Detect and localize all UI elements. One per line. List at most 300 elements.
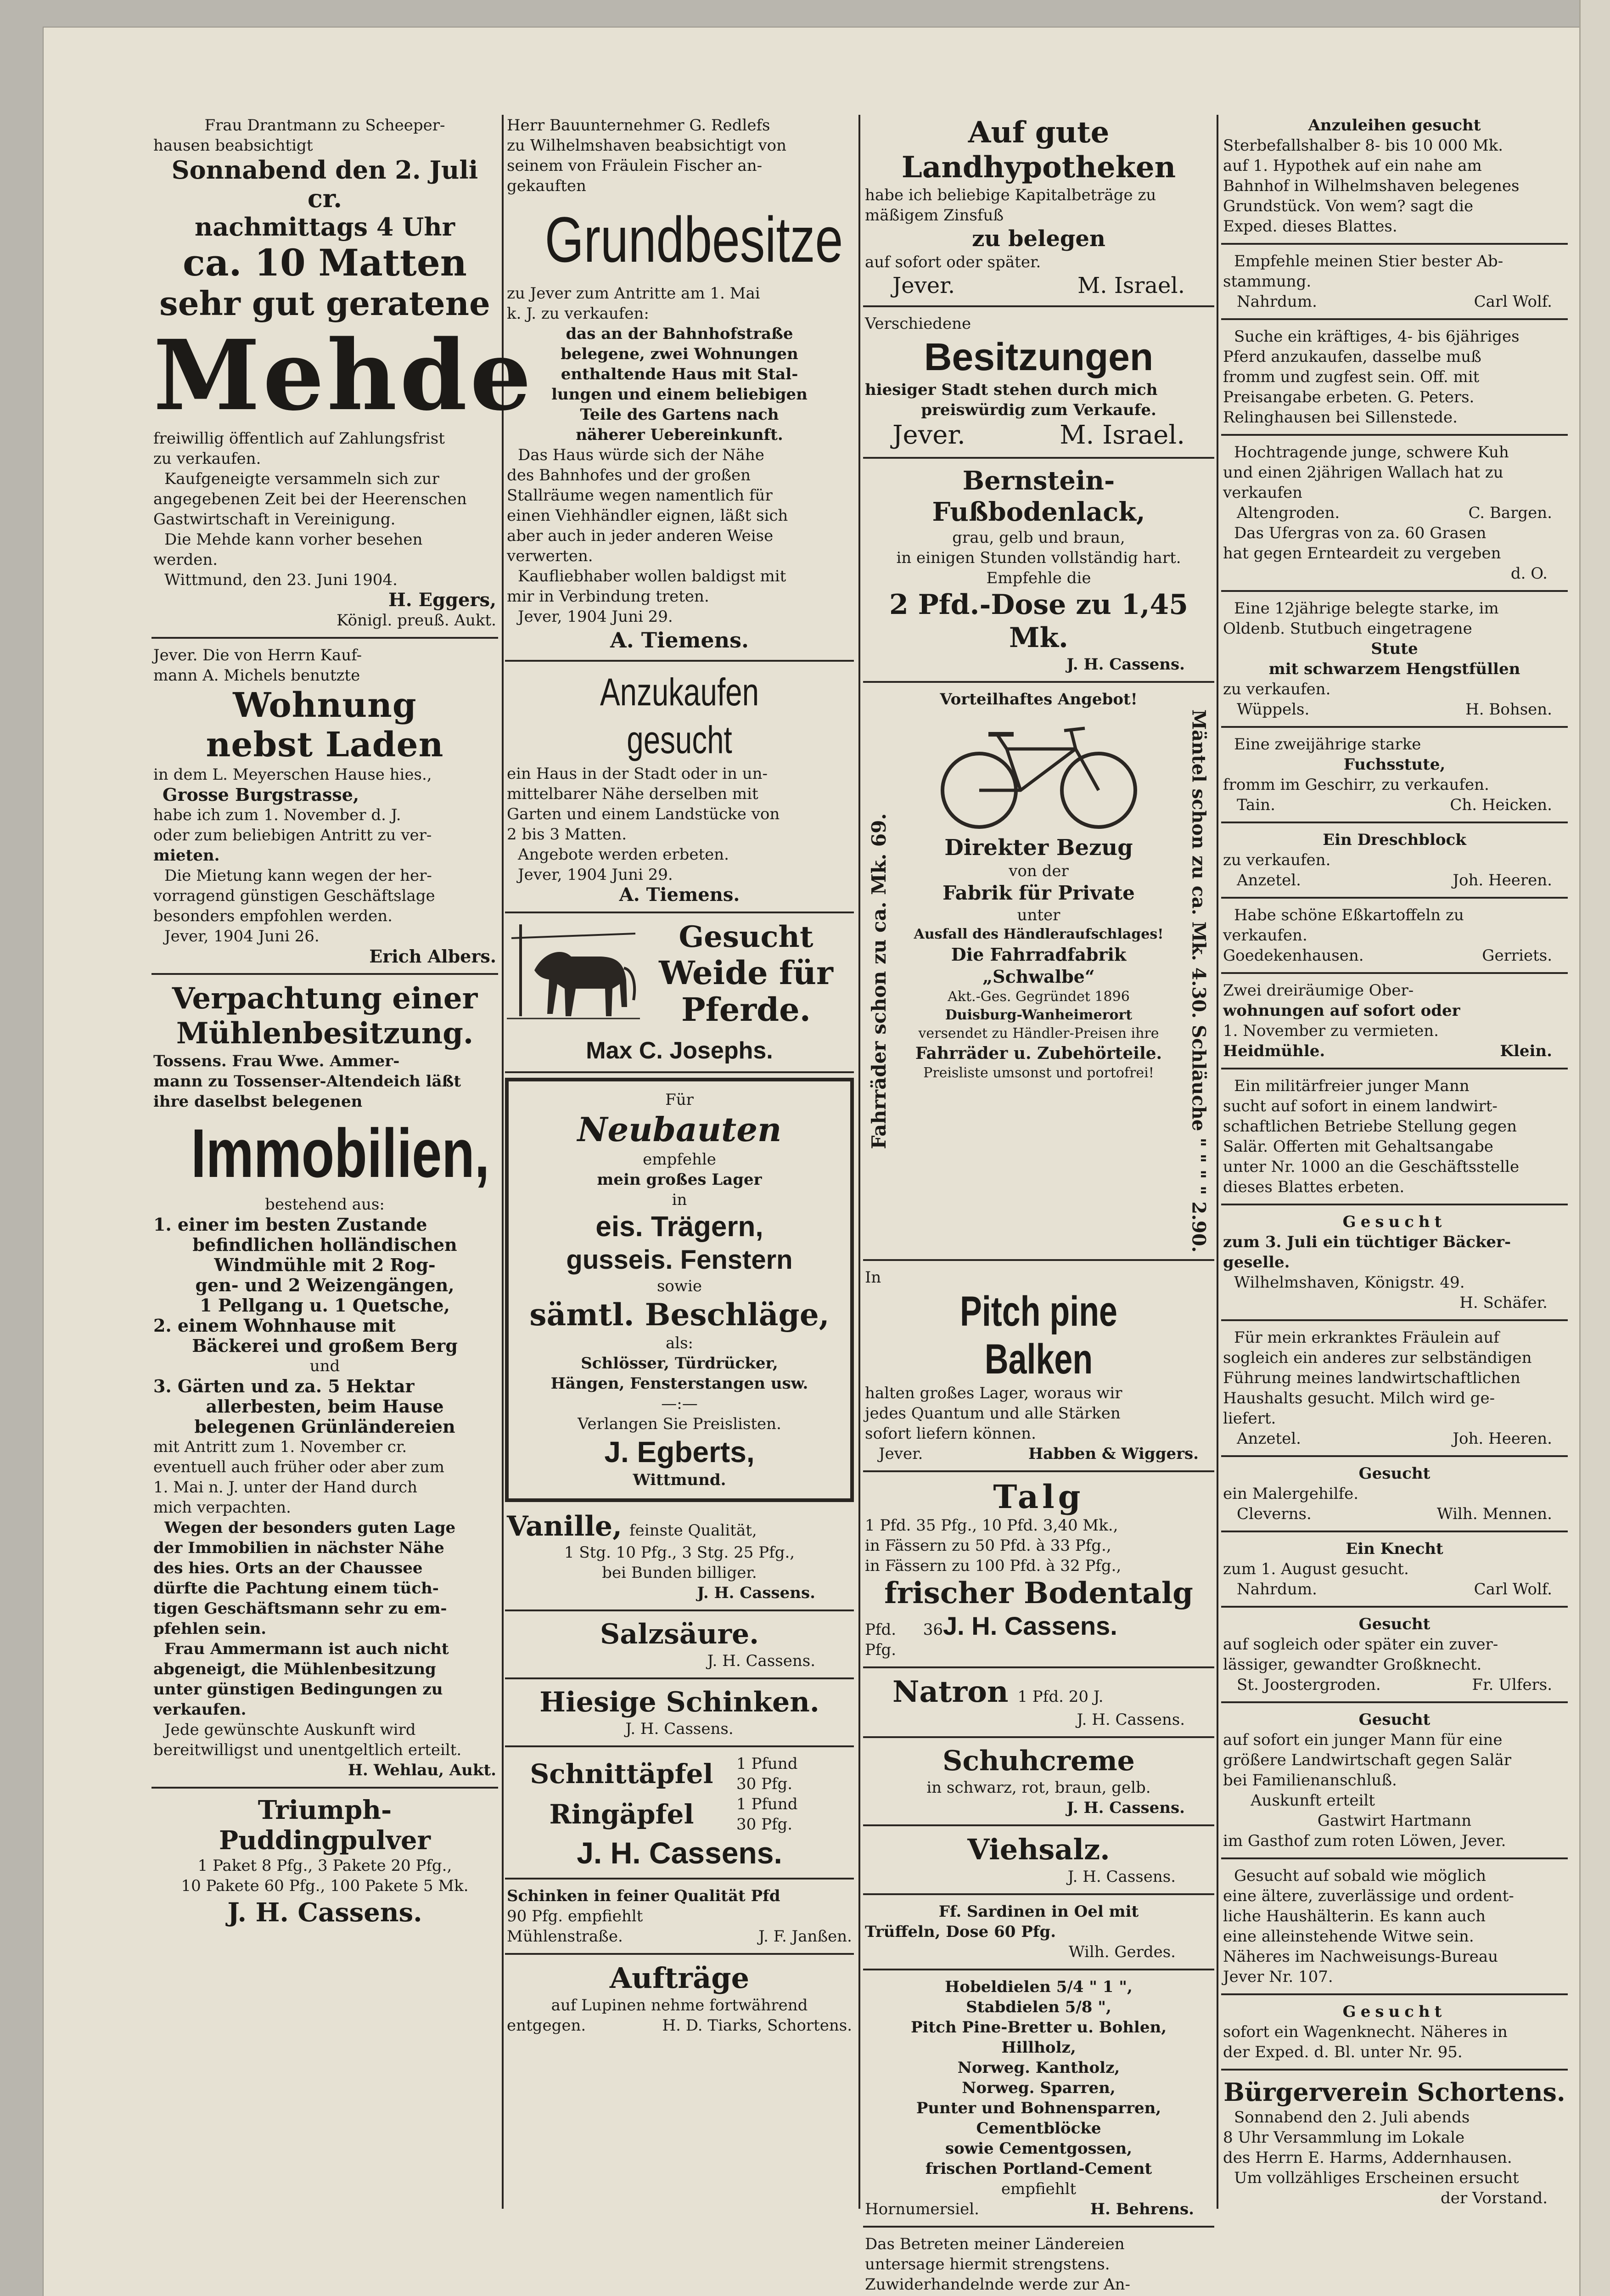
text-line: 8 Uhr Versammlung im Lokale — [1223, 2128, 1465, 2147]
text-line: Herr Bauunternehmer G. Redlefs — [507, 116, 770, 135]
headline: Mehde — [153, 319, 534, 432]
signer: A. Tiemens. — [619, 884, 740, 906]
place: Hornumersiel. — [865, 2200, 979, 2218]
ad-aepfel — [505, 1751, 854, 1880]
place: Tain. — [1237, 796, 1275, 814]
text-line: 1. Mai n. J. unter der Hand durch — [153, 1478, 417, 1497]
text-line: Preisangabe erbeten. G. Peters. — [1223, 388, 1475, 406]
list-item: Windmühle mit 2 Rog- — [214, 1255, 436, 1275]
text-line: d. O. — [1510, 564, 1548, 583]
text-line: bereitwilligst und unentgeltlich erteilt. — [153, 1741, 462, 1759]
headline: zu belegen — [972, 226, 1105, 252]
ad-knecht — [1221, 1536, 1568, 1608]
list-item: und — [309, 1357, 340, 1375]
signer: M. Israel. — [1077, 273, 1185, 298]
text-line: ein Malergehilfe. — [1223, 1485, 1359, 1503]
place: Wüppels. — [1237, 700, 1310, 719]
headline: Ein Knecht — [1346, 1540, 1443, 1558]
text-line: aber auch in jeder anderen Weise — [507, 527, 774, 545]
place: Heidmühle. — [1223, 1042, 1325, 1060]
ad-auftraege — [505, 1958, 854, 2042]
firm-name: J. Egberts, — [604, 1435, 755, 1469]
text-line: Preisliste umsonst und portofrei! — [923, 1065, 1154, 1081]
text-line: Frau Ammermann ist auch nicht — [164, 1640, 449, 1658]
ad-pitch-pine — [863, 1265, 1214, 1472]
text-line: Cementblöcke — [976, 2119, 1101, 2138]
place: Wilhelmshaven, Königstr. 49. — [1234, 1273, 1465, 1292]
text-line: mieten. — [153, 846, 220, 865]
text-line: frischen Portland-Cement — [925, 2159, 1152, 2178]
vertical-price: Fahrräder schon zu ca. Mk. 69. — [867, 813, 890, 1149]
text-line: unter günstigen Bedingungen zu — [153, 1680, 443, 1699]
list-item: 1. einer im besten Zustande — [153, 1214, 427, 1235]
text-line: des Herrn E. Harms, Addernhausen. — [1223, 2149, 1512, 2167]
text-line: In — [865, 1268, 881, 1287]
text-line: 1 Paket 8 Pfg., 3 Pakete 20 Pfg., — [197, 1857, 452, 1875]
text-line: des Bahnhofes und der großen — [507, 466, 751, 484]
ad-betreten — [863, 2231, 1214, 2296]
signer: H. D. Tiarks, Schortens. — [662, 2016, 852, 2035]
text-line: eine ältere, zuverlässige und ordent- — [1223, 1887, 1514, 1905]
ad-schinken — [505, 1683, 854, 1747]
text-line: Die Mehde kann vorher besehen — [164, 530, 423, 549]
list-item: 3. Gärten und za. 5 Hektar — [153, 1376, 415, 1396]
text-line: das an der Bahnhofstraße — [566, 325, 793, 343]
ad-stier — [1221, 248, 1568, 320]
text-line: sogleich ein anderes zur selbständigen — [1223, 1349, 1532, 1367]
divider: —:— — [661, 1395, 698, 1413]
text-line: dürfte die Pachtung einem tüch- — [153, 1579, 439, 1598]
headline: Salzsäure. — [600, 1618, 759, 1650]
headline: Ringäpfel — [549, 1799, 694, 1830]
text-line: verkaufen. — [153, 1700, 247, 1719]
text-line: 10 Pakete 60 Pfg., 100 Pakete 5 Mk. — [181, 1877, 469, 1895]
text-line: Garten und einem Landstücke von — [507, 805, 780, 823]
text-line: sucht auf sofort in einem landwirt- — [1223, 1097, 1498, 1115]
text-line: verwerten. — [507, 547, 593, 565]
text-line: Zwei dreiräumige Ober- — [1223, 981, 1414, 1000]
text-line: bestehend aus: — [265, 1195, 385, 1214]
text-line: Für mein erkranktes Fräulein auf — [1234, 1328, 1499, 1347]
text-line: verkaufen — [1223, 484, 1302, 502]
text-line: ein Haus in der Stadt oder in un- — [507, 765, 768, 783]
text-line: Wegen der besonders guten Lage — [164, 1519, 456, 1537]
text-line: Vorteilhaftes Angebot! — [940, 690, 1138, 709]
text-line: mein großes Lager — [597, 1171, 762, 1189]
place-date: Jever, 1904 Juni 26. — [164, 927, 320, 945]
text-line: Gastwirtschaft in Vereinigung. — [153, 510, 396, 529]
headline: Gesucht — [1342, 2003, 1447, 2021]
signer: H. Bohsen. — [1465, 700, 1552, 719]
headline: Ein Dreschblock — [1323, 831, 1466, 849]
place-date: Jever, 1904 Juni 29. — [518, 608, 673, 626]
text-line: Teile des Gartens nach — [580, 405, 779, 424]
ad-neubauten-egberts — [505, 1078, 854, 1502]
ad-fahrraeder-schwalbe — [863, 687, 1214, 1261]
headline: Grundbesitze — [544, 203, 843, 276]
text-line: vorragend günstigen Geschäftslage — [153, 887, 435, 905]
place: Jever. — [892, 420, 965, 450]
text-line: Für — [665, 1091, 694, 1109]
signer: J. H. Cassens. — [577, 1836, 782, 1870]
ad-grossknecht — [1221, 1611, 1568, 1703]
text-line: näherer Uebereinkunft. — [576, 426, 783, 444]
signer: Wilh. Gerdes. — [1068, 1942, 1176, 1961]
headline: Stute — [1371, 640, 1418, 658]
ad-fuchsstute — [1221, 732, 1568, 823]
price: Pfd. 36 Pfg. — [865, 1620, 943, 1659]
firm-name: Die Fahrradfabrik „Schwalbe“ — [951, 944, 1127, 987]
ad-puddingpulver — [151, 1792, 498, 1936]
signer: H. Wehlau, Aukt. — [348, 1761, 496, 1779]
headline: Hiesige Schinken. — [539, 1686, 819, 1718]
column-4 — [1221, 113, 1568, 2218]
text-line: Pitch Pine-Bretter u. Bohlen, — [910, 2018, 1167, 2037]
text-line: Oldenb. Stutbuch eingetragene — [1223, 619, 1472, 638]
ad-talg — [863, 1476, 1214, 1668]
headline: Mühlenbesitzung. — [176, 1016, 474, 1051]
place-date: Wittmund, den 23. Juni 1904. — [164, 571, 398, 589]
text-line: des hies. Orts an der Chaussee — [153, 1559, 423, 1577]
headline: Weide für — [659, 954, 833, 992]
text-line: Grundstück. Von wem? sagt die — [1223, 197, 1474, 215]
text-line: lungen und einem beliebigen — [551, 385, 808, 404]
text-line: entgegen. — [507, 2016, 586, 2035]
column-1 — [151, 113, 534, 1939]
ad-sardinen — [863, 1899, 1214, 1970]
headline: Immobilien, — [191, 1114, 490, 1192]
text-line: Haushalts gesucht. Milch wird ge- — [1223, 1389, 1495, 1407]
text-line: mir in Verbindung treten. — [507, 587, 709, 606]
text-line: Frau Drantmann zu Scheeper- — [204, 116, 445, 135]
ad-mehde-auction — [151, 113, 534, 639]
signer: H. Eggers, — [388, 589, 496, 611]
ad-natron — [863, 1672, 1214, 1738]
page-edge — [1579, 0, 1610, 2296]
headline: Viehsalz. — [967, 1832, 1110, 1866]
column-2 — [505, 113, 854, 2046]
text-line: Hochtragende junge, schwere Kuh — [1234, 443, 1509, 461]
headline: Pferde. — [681, 990, 811, 1029]
text-line: Hillholz, — [1001, 2038, 1076, 2057]
product: eis. Trägern, — [595, 1211, 763, 1243]
ad-fraeulein — [1221, 1325, 1568, 1457]
text-line: angegebenen Zeit bei der Heerenschen — [153, 490, 467, 508]
text-line: fromm und zugfest sein. Off. mit — [1223, 368, 1480, 386]
text-line: verkaufen. — [1223, 926, 1307, 945]
ad-wohnung-laden — [151, 642, 498, 975]
text-line: seinem von Fräulein Fischer an- — [507, 157, 763, 175]
text-line: in schwarz, rot, braun, gelb. — [926, 1778, 1151, 1797]
price: 1 Pfd. 20 J. — [1017, 1687, 1104, 1706]
text-line: in Fässern zu 100 Pfd. à 32 Pfg., — [865, 1556, 1122, 1575]
text-line: hausen beabsichtigt — [153, 136, 313, 155]
headline: Bürgerverein Schortens. — [1223, 2077, 1565, 2107]
text-line: 1 Pfund — [736, 1795, 798, 1813]
text-line: auf sofort oder später. — [865, 253, 1041, 271]
text-line: Salär. Offerten mit Gehaltsangabe — [1223, 1137, 1493, 1156]
text-line: Stabdielen 5/8 ", — [966, 1998, 1111, 2016]
text-line: Zuwiderhandelnde werde zur An- — [865, 2275, 1131, 2294]
ad-esskartoffeln — [1221, 902, 1568, 974]
ad-landhypotheken — [863, 113, 1214, 307]
place: Nahrdum. — [1237, 1580, 1317, 1598]
ad-militaerfrei — [1221, 1073, 1568, 1205]
text-line: hiesiger Stadt stehen durch mich — [865, 381, 1158, 399]
headline: Gesucht — [1342, 1213, 1447, 1231]
text-line: Jever. Die von Herrn Kauf- — [153, 646, 362, 664]
text-line: oder zum beliebigen Antritt zu ver- — [153, 826, 432, 844]
text-line: stammung. — [1223, 272, 1312, 291]
ad-kuh-wallach — [1221, 439, 1568, 592]
signer: Klein. — [1500, 1042, 1552, 1060]
headline: Gesucht — [1358, 1464, 1430, 1483]
text-line: Trüffeln, Dose 60 Pfg. — [865, 1922, 1056, 1941]
headline: Bernstein-Fußbodenlack, — [932, 466, 1145, 527]
headline: nebst Laden — [206, 725, 444, 765]
signer: C. Bargen. — [1468, 504, 1552, 522]
text-line: lässiger, gewandter Großknecht. — [1223, 1655, 1482, 1674]
text-line: zu verkaufen. — [1223, 851, 1331, 869]
text-line: dieses Blattes erbeten. — [1223, 1178, 1405, 1196]
text-line: Empfehle die — [986, 569, 1091, 587]
text-line: Sonnabend den 2. Juli abends — [1234, 2108, 1470, 2127]
text-line: Akt.-Ges. Gegründet 1896 — [948, 989, 1130, 1005]
text-line: sofort ein Wagenknecht. Näheres in — [1223, 2023, 1508, 2041]
text-line: Führung meines landwirtschaftlichen — [1223, 1369, 1520, 1387]
text-line: Angebote werden erbeten. — [518, 845, 729, 864]
signer: Joh. Heeren. — [1453, 1429, 1552, 1448]
ad-stute — [1221, 596, 1568, 728]
headline: Besitzungen — [924, 335, 1154, 378]
ad-vanille — [505, 1508, 854, 1611]
text-line: eventuell auch früher oder aber zum — [153, 1458, 444, 1476]
text-line: mann zu Tossenser-Altendeich läßt — [153, 1072, 461, 1091]
text-line: Eine 12jährige belegte starke, im — [1234, 599, 1499, 618]
text-line: unter — [1017, 906, 1060, 924]
headline: Neubauten — [577, 1110, 782, 1149]
vertical-price: Mäntel schon zu ca. Mk. 4.30. Schläuche " " " " 2.90. — [1188, 709, 1210, 1253]
ad-fussbodenlack — [863, 462, 1214, 683]
text-line: enthaltende Haus mit Stal- — [561, 365, 798, 383]
text-line: wohnungen auf sofort oder — [1223, 1002, 1460, 1020]
list-item: gen- und 2 Weizengängen, — [195, 1275, 454, 1295]
list-item: allerbesten, beim Hause — [206, 1396, 444, 1417]
ad-pferd-suche — [1221, 324, 1568, 436]
text-line: 1 Pfd. 35 Pfg., 10 Pfd. 3,40 Mk., — [865, 1516, 1118, 1535]
text-line: Ein militärfreier junger Mann — [1234, 1077, 1470, 1095]
auction-time: nachmittags 4 Uhr — [194, 212, 455, 242]
signer: J. H. Cassens. — [697, 1584, 815, 1602]
ad-besitzungen — [863, 311, 1214, 459]
headline: Natron — [892, 1674, 1009, 1709]
text-line: 1. November zu vermieten. — [1223, 1022, 1439, 1040]
text-line: mich verpachten. — [153, 1498, 291, 1517]
text-line: jedes Quantum und alle Stärken — [865, 1404, 1121, 1423]
list-item: befindlichen holländischen — [192, 1234, 457, 1255]
signer: J. H. Cassens. — [1077, 1710, 1185, 1729]
signer: M. Israel. — [1060, 420, 1185, 450]
text-line: im Gasthof zum roten Löwen, Jever. — [1223, 1832, 1506, 1850]
text-line: Verschiedene — [865, 315, 971, 333]
text-line: der Immobilien in nächster Nähe — [153, 1539, 444, 1557]
horse-illustration — [507, 920, 640, 1036]
text-line: Norweg. Kantholz, — [957, 2058, 1120, 2077]
ad-wagenknecht — [1221, 1999, 1568, 2071]
place: Anzetel. — [1237, 871, 1301, 889]
text-line: preiswürdig zum Verkaufe. — [921, 401, 1156, 419]
town: Wittmund. — [633, 1471, 726, 1489]
product: sämtl. Beschläge, — [529, 1297, 830, 1333]
text-line: Pferd anzukaufen, dasselbe muß — [1223, 348, 1481, 366]
text-line: Gesucht auf sobald wie möglich — [1234, 1867, 1487, 1885]
text-line: werden. — [153, 551, 218, 569]
text-line: zu Wilhelmshaven beabsichtigt von — [507, 136, 787, 155]
town: Duisburg-Wanheimerort — [945, 1007, 1133, 1023]
text-line: belegene, zwei Wohnungen — [561, 345, 798, 363]
ad-baeckergeselle — [1221, 1209, 1568, 1321]
signer: Habben & Wiggers. — [1028, 1444, 1199, 1463]
headline: Talg — [993, 1477, 1084, 1516]
signer: J. H. Cassens. — [943, 1611, 1117, 1640]
ad-schuhcreme — [863, 1742, 1214, 1826]
place: Goedekenhausen. — [1223, 946, 1364, 965]
street: Grosse Burgstrasse, — [163, 784, 359, 805]
place: Altengroden. — [1237, 504, 1340, 522]
text-line: zu verkaufen. — [1223, 680, 1331, 698]
text-line: sowie Cementgossen, — [945, 2139, 1133, 2158]
signer: Carl Wolf. — [1474, 293, 1552, 311]
text-line: mit Antritt zum 1. November cr. — [153, 1438, 407, 1456]
headline: Vanille, — [507, 1510, 622, 1542]
signer: Gerriets. — [1482, 946, 1552, 965]
list-item: belegenen Grünländereien — [194, 1416, 455, 1437]
text-line: Hobeldielen 5/4 " 1 ", — [945, 1977, 1133, 1996]
text-line: versendet zu Händler-Preisen ihre — [918, 1025, 1159, 1041]
text-line: pfehlen sein. — [153, 1620, 267, 1638]
signer: H. Schäfer. — [1459, 1294, 1548, 1312]
ad-muehle-verpachtung — [151, 979, 498, 1789]
text-line: Punter und Bohnensparren, — [916, 2099, 1161, 2117]
text-line: empfiehlt — [1001, 2179, 1077, 2198]
auction-date: Sonnabend den 2. Juli cr. — [171, 155, 478, 213]
signer: J. H. Cassens. — [1066, 655, 1185, 674]
place: Cleverns. — [1237, 1505, 1312, 1523]
ad-schinken-janssen — [505, 1883, 854, 1955]
text-line: auf sofort ein junger Mann für eine — [1223, 1731, 1503, 1749]
text-line: Um vollzähliges Erscheinen ersucht — [1234, 2169, 1519, 2187]
text-line: geselle. — [1223, 1253, 1290, 1272]
text-line: 30 Pfg. — [736, 1815, 793, 1834]
text-line: halten großes Lager, woraus wir — [865, 1384, 1122, 1402]
text-line: hat gegen Ernteardeit zu vergeben — [1223, 544, 1501, 563]
signer: Wilh. Mennen. — [1436, 1505, 1552, 1523]
text-line: Jede gewünschte Auskunft wird — [164, 1721, 416, 1739]
headline: Aufträge — [609, 1961, 750, 1995]
text-line: ihre daselbst belegenen — [153, 1092, 363, 1111]
headline: Auf gute — [968, 115, 1110, 150]
text-line: k. J. zu verkaufen: — [507, 304, 649, 323]
ad-anzuleihen — [1221, 113, 1568, 245]
signer: J. H. Cassens. — [625, 1720, 734, 1738]
signer-title: Königl. preuß. Aukt. — [337, 611, 496, 630]
text-line: bei Familienanschluß. — [1223, 1771, 1397, 1790]
text-line: größere Landwirtschaft gegen Salär — [1223, 1751, 1512, 1769]
text-line: habe ich beliebige Kapitalbeträge zu — [865, 186, 1156, 204]
place: Jever. — [879, 1444, 923, 1463]
text-line: Kaufgeneigte versammeln sich zur — [164, 470, 439, 488]
signer: Max C. Josephs. — [586, 1037, 773, 1064]
column-rule — [858, 115, 860, 2209]
text-line: in dem L. Meyerschen Hause hies., — [153, 765, 432, 784]
text-line: Fahrräder u. Zubehörteile. — [915, 1044, 1162, 1063]
text-line: Stallräume wegen namentlich für — [507, 486, 773, 505]
column-rule — [1217, 115, 1218, 2209]
ad-malergehilfe — [1221, 1461, 1568, 1532]
ad-anzukaufen — [505, 665, 854, 913]
text-line: als: — [665, 1334, 694, 1352]
place: Jever. — [892, 273, 955, 298]
text-line: Suche ein kräftiges, 4- bis 6jähriges — [1234, 327, 1520, 346]
amount: ca. 10 Matten — [183, 241, 467, 284]
signer: J. F. Janßen. — [758, 1927, 852, 1946]
ad-salzsaeure — [505, 1615, 854, 1679]
signer: Carl Wolf. — [1474, 1580, 1552, 1598]
text-line: und einen 2jährigen Wallach hat zu — [1223, 463, 1503, 482]
text-line: gekauften — [507, 177, 586, 195]
ad-holz-behrens — [863, 1974, 1214, 2228]
text-line: auf 1. Hypothek auf ein nahe am — [1223, 157, 1482, 175]
quality: sehr gut geratene — [159, 284, 490, 323]
text-line: Verlangen Sie Preislisten. — [578, 1415, 781, 1433]
ad-viehsalz — [863, 1830, 1214, 1895]
text-line: zu Jever zum Antritte am 1. Mai — [507, 284, 760, 303]
text-line: sofort liefern können. — [865, 1424, 1036, 1443]
text-line: schaftlichen Betriebe Stellung gegen — [1223, 1117, 1517, 1136]
text-line: sowie — [656, 1277, 702, 1295]
headline: Gesucht — [679, 920, 813, 954]
text-line: von der — [1009, 862, 1069, 880]
text-line: mäßigem Zinsfuß — [865, 206, 1004, 225]
headline: Pitch pine Balken — [960, 1288, 1117, 1383]
text-line: Kaufliebhaber wollen baldigst mit — [518, 567, 786, 585]
text-line: der Exped. d. Bl. unter Nr. 95. — [1223, 2043, 1463, 2061]
signer: der Vorstand. — [1441, 2189, 1548, 2207]
text-line: Schinken in feiner Qualität Pfd — [507, 1887, 780, 1905]
ad-oberwohnungen — [1221, 978, 1568, 1069]
ad-dreschblock — [1221, 827, 1568, 899]
headline: Schuhcreme — [942, 1745, 1135, 1777]
headline: Triumph-Puddingpulver — [219, 1795, 431, 1856]
place: Nahrdum. — [1237, 293, 1317, 311]
text-line: Das Ufergras von za. 60 Grasen — [1234, 524, 1487, 542]
list-item: Bäckerei und großem Berg — [192, 1335, 458, 1356]
ad-haushaelterin — [1221, 1863, 1568, 1995]
text-line: Exped. dieses Blattes. — [1223, 217, 1397, 236]
text-line: Empfehle meinen Stier bester Ab- — [1234, 252, 1503, 270]
text-line: Schlösser, Türdrücker, — [581, 1354, 778, 1373]
text-line: Tossens. Frau Wwe. Ammer- — [153, 1052, 400, 1070]
place: St. Joostergroden. — [1237, 1676, 1381, 1694]
text-line: liefert. — [1223, 1409, 1276, 1428]
horse-icon — [507, 920, 640, 1035]
text-line: Relinghausen bei Sillenstede. — [1223, 408, 1458, 427]
text-line: untersage hiermit strengstens. — [865, 2255, 1110, 2273]
signer: Joh. Heeren. — [1453, 871, 1552, 889]
place: Anzetel. — [1237, 1429, 1301, 1448]
signer: H. Behrens. — [1090, 2200, 1194, 2218]
text-line: 1 Pfund — [736, 1755, 798, 1773]
